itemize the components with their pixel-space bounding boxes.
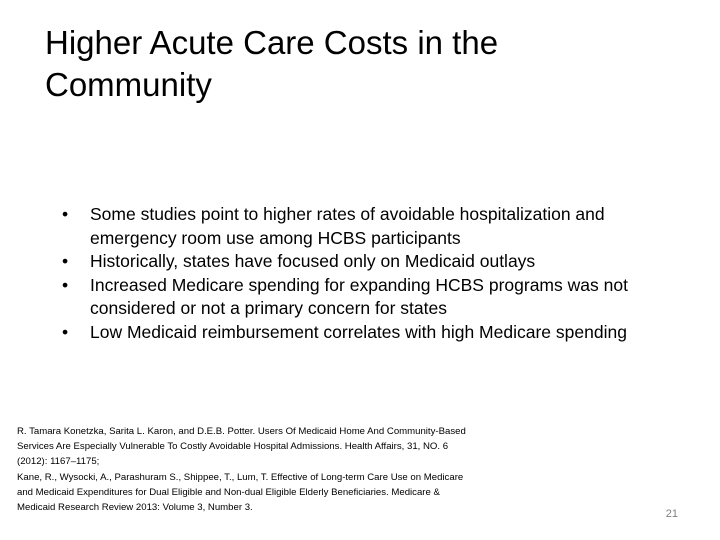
bullet-icon: • — [62, 274, 69, 295]
reference-line: R. Tamara Konetzka, Sarita L. Karon, and D.E.B. Potter. Users Of Medicaid Home And Community-Based — [17, 426, 466, 437]
bullet-text: Increased Medicare spending for expanding HCBS programs was not considered or not a primary concern for states — [90, 274, 628, 318]
slide-title-line-1: Higher Acute Care Costs in the — [45, 24, 499, 61]
references — [17, 424, 557, 515]
slide-title — [45, 22, 605, 106]
bullet-icon: • — [62, 251, 69, 271]
bullet-item — [62, 274, 662, 321]
reference-line: Medicaid Research Review 2013: Volume 3, Number 3. — [17, 502, 253, 514]
bullet-list — [62, 203, 662, 344]
reference-line: (2012): 1167–1175; — [17, 456, 100, 468]
bullet-icon: • — [62, 204, 69, 224]
bullet-item — [62, 250, 662, 274]
bullet-text: Some studies point to higher rates of avoidable hospitalization and emergency room use among HCBS participants — [90, 204, 605, 248]
bullet-icon: • — [62, 321, 69, 342]
page-number: 21 — [665, 508, 678, 520]
bullet-item — [62, 321, 662, 345]
bullet-item — [62, 203, 662, 250]
reference-line: and Medicaid Expenditures for Dual Eligible and Non-dual Eligible Elderly Beneficiaries. Medicare & — [17, 486, 440, 498]
slide-title-line-2: Community — [45, 66, 212, 103]
reference-line: Kane, R., Wysocki, A., Parashuram S., Shippee, T., Lum, T. Effective of Long-term Care Use on Medicare — [17, 471, 464, 483]
bullet-text: Low Medicaid reimbursement correlates with high Medicare spending — [90, 321, 627, 342]
reference-line: Services Are Especially Vulnerable To Costly Avoidable Hospital Admissions. Health Affairs, 31, NO. 6 — [17, 441, 449, 453]
bullet-text: Historically, states have focused only on Medicaid outlays — [90, 251, 536, 271]
